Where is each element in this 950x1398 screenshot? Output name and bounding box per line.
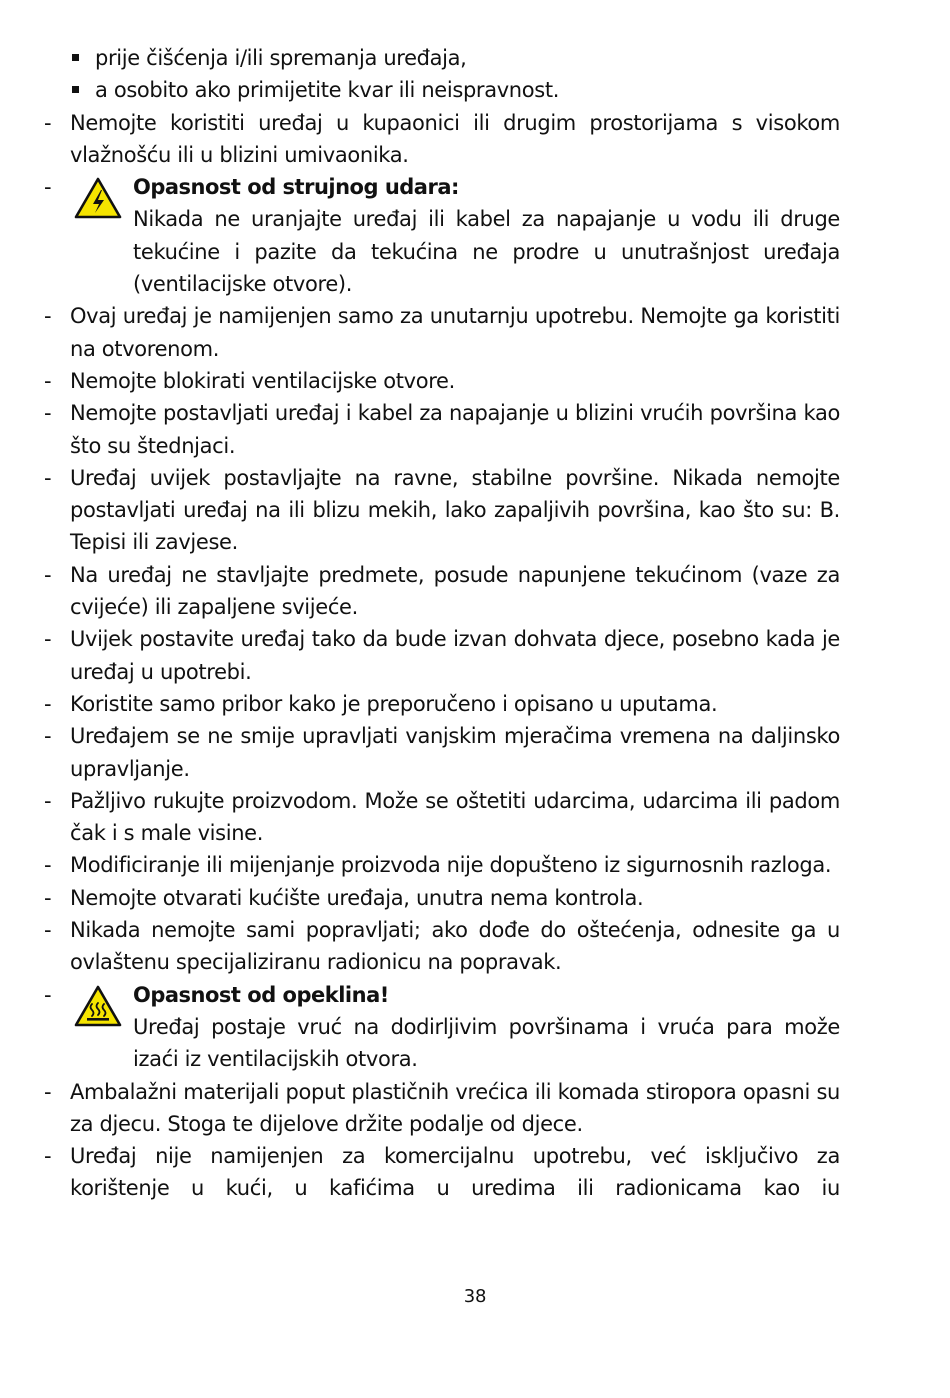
hot-surface-warning-icon [74, 985, 122, 1027]
list-item-text: Nemojte blokirati ventilacijske otvore. [70, 368, 455, 393]
list-item-text: Uređaj nije namijenjen za komercijalnu upotrebu, već isključivo za korištenje u kući, u kafićima u uredima ili radionicama kao iu [70, 1144, 840, 1201]
dash-bullet: - [44, 401, 52, 426]
list-item-text: Uvijek postavite uređaj tako da bude izvan dohvata djece, posebno kada je uređaj u upotrebi. [70, 627, 840, 684]
list-item [44, 882, 840, 914]
list-item-text: Nikada nemojte sami popravljati; ako dođe do oštećenja, odnesite ga u ovlaštenu specijaliziranu radionicu na popravak. [70, 918, 840, 975]
list-item [44, 300, 840, 365]
dash-bullet: - [44, 175, 52, 200]
dash-bullet: - [44, 885, 52, 910]
list-item [44, 559, 840, 624]
electric-shock-warning-icon [74, 177, 122, 219]
list-item [44, 849, 840, 881]
list-item-text: Uređajem se ne smije upravljati vanjskim mjeračima vremena na daljinsko upravljanje. [70, 724, 840, 781]
dash-bullet: - [44, 691, 52, 716]
dash-bullet: - [44, 788, 52, 813]
dash-bullet: - [44, 465, 52, 490]
list-item [44, 914, 840, 979]
sub-list-item [44, 74, 840, 106]
list-item-text: Pažljivo rukujte proizvodom. Može se oštetiti udarcima, udarcima ili padom čak i s male visine. [70, 788, 840, 846]
list-item-text: Ovaj uređaj je namijenjen samo za unutarnju upotrebu. Nemojte ga koristiti na otvorenom. [70, 304, 840, 361]
sub-list-item-text: prije čišćenja i/ili spremanja uređaja, [95, 46, 467, 70]
list-item-text: Nemojte postavljati uređaj i kabel za napajanje u blizini vrućih površina kao što su štednjaci. [70, 401, 840, 458]
dash-bullet: - [44, 562, 52, 587]
list-item-text: Koristite samo pribor kako je preporučeno i opisano u uputama. [70, 691, 718, 716]
warning-text: Nikada ne uranjajte uređaj ili kabel za napajanje u vodu ili druge tekućine i pazite da tekućina ne prodre u unutrašnjost uređaja (ventilacijske otvore). [133, 207, 840, 297]
sub-list-item-text: a osobito ako primijetite kvar ili neispravnost. [95, 78, 560, 103]
list-item [44, 720, 840, 785]
list-item-text: Na uređaj ne stavljajte predmete, posude napunjene tekućinom (vaze za cvijeće) ili zapaljene svijeće. [70, 562, 840, 620]
dash-bullet: - [44, 627, 52, 652]
sub-list-item [44, 42, 840, 74]
warning-title: Opasnost od strujnog udara: [133, 175, 459, 200]
warning-title: Opasnost od opeklina! [133, 982, 389, 1007]
list-item [44, 397, 840, 462]
page-number: 38 [463, 1286, 487, 1307]
dash-bullet: - [44, 1144, 52, 1169]
list-item [44, 365, 840, 397]
warning-item-electric-shock [44, 171, 840, 300]
warning-text: Uređaj postaje vruć na dodirljivim površinama i vruća para može izaći iz ventilacijskih otvora. [133, 1014, 840, 1072]
list-item-text: Modificiranje ili mijenjanje proizvoda nije dopušteno iz sigurnosnih razloga. [70, 853, 832, 878]
dash-bullet: - [44, 110, 52, 135]
list-item-text: Ambalažni materijali poput plastičnih vrećica ili komada stiropora opasni su za djecu. Stoga te dijelove držite podalje od djece. [70, 1079, 840, 1136]
dash-bullet: - [44, 853, 52, 878]
list-item-text: Nemojte koristiti uređaj u kupaonici ili drugim prostorijama s visokom vlažnošću ili u blizini umivaonika. [70, 110, 840, 167]
list-item [44, 1076, 840, 1141]
list-item [44, 1140, 840, 1205]
dash-bullet: - [44, 304, 52, 329]
list-item-text: Uređaj uvijek postavljajte na ravne, stabilne površine. Nikada nemojte postavljati uređaj na ili blizu mekih, lako zapaljivih površina, kao što su: B. Tepisi ili zavjese. [70, 465, 840, 555]
list-item [44, 107, 840, 172]
dash-bullet: - [44, 724, 52, 749]
dash-bullet: - [44, 918, 52, 943]
dash-bullet: - [44, 982, 52, 1007]
list-item [44, 688, 840, 720]
square-bullet-icon [72, 86, 79, 93]
dash-bullet: - [44, 1079, 52, 1104]
dash-bullet: - [44, 368, 52, 393]
warning-item-burn [44, 979, 840, 1076]
list-item-text: Nemojte otvarati kućište uređaja, unutra nema kontrola. [70, 885, 644, 910]
list-item [44, 623, 840, 688]
safety-instructions-list [44, 42, 840, 1205]
list-item [44, 462, 840, 559]
list-item [44, 785, 840, 850]
square-bullet-icon [72, 54, 79, 61]
